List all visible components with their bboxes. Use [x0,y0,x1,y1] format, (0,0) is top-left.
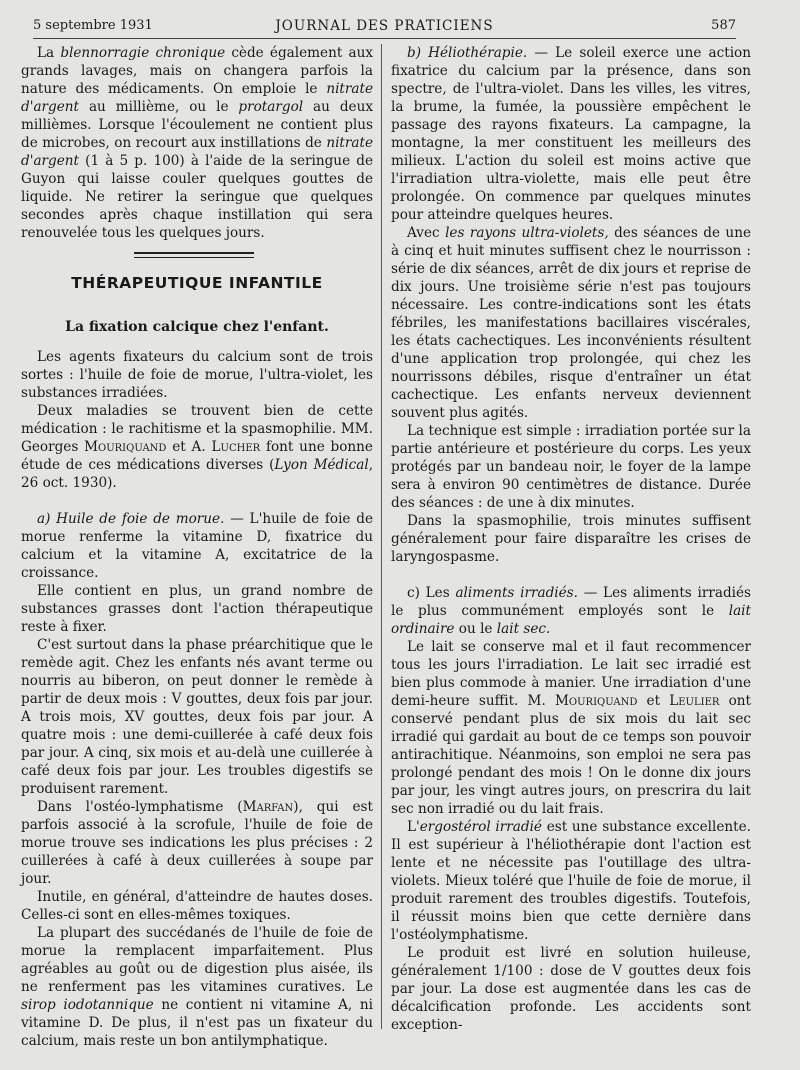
text-run: Dans la spasmophilie, trois minutes suffisent généralement pour faire disparaître les crises de laryngospasme. [391,513,751,565]
italic-text: aliments irradiés. [455,585,578,601]
paragraph-gap [391,566,751,584]
italic-text: protargol [238,99,304,115]
paragraph [391,44,751,224]
separator-rule-thin [134,257,254,258]
text-run: cède également aux grands lavages, mais on changera parfois la nature des médicaments. On emploie le [21,45,373,97]
text-run: ont conservé pendant plus de six mois du lait sec irradié qui gardait au bout de ce temps son pouvoir antirachitique. Néanmoins, son emploi ne sera pas prolongé pendant des mois ! On le donne dix jours par jour, les vingt autres jours, on prescrira du lait sec non irradié ou du lait frais. [391,693,751,817]
section-separator [21,252,373,258]
italic-text: lait ordinaire [391,603,751,637]
right-column [391,44,751,1034]
italic-text: les rayons ultra-violets, [445,225,609,241]
text-run: C'est surtout dans la phase préarchitique que le remède agit. Chez les enfants nés avant terme ou nourris au biberon, on peut donner le remède à partir de deux mois : V gouttes, deux fois par jour. A trois mois, XV gouttes, deux fois par jour. A quatre mois : une demi-cuillerée à café deux fois par jour. A cinq, six mois et au-delà une cuillerée à café deux fois par jour. Les troubles digestifs se produisent rarement. [21,637,373,797]
text-run: au deux millièmes. Lorsque l'écoulement ne contient plus de microbes, on recourt aux instillations de [21,99,373,151]
text-run: ne contient ni vitamine A, ni vitamine D. De plus, il n'est pas un fixateur du calcium, mais reste un bon antilymphatique. [21,997,373,1049]
italic-text: a) Huile de foie de morue. [37,511,225,527]
running-header [33,14,736,39]
paragraph-gap [21,492,373,510]
paragraph [391,584,751,638]
text-run: (1 à 5 p. 100) à l'aide de la seringue de Guyon qui laisse couler quelques gouttes de liquide. Ne retirer la seringue que quelques secondes après chaque instillation qui sera renouvelée tous les quelques jours. [21,153,373,241]
paragraph [391,512,751,566]
italic-text: sirop iodotannique [21,997,154,1013]
text-run: Elle contient en plus, un grand nombre de substances grasses dont l'action thérapeutique reste à fixer. [21,583,373,635]
paragraph [391,422,751,512]
author-name: Marfan [242,799,294,815]
italic-text: Lyon Médical [274,457,369,473]
author-name: Leulier [669,693,720,709]
text-run: L' [407,819,420,835]
text-run: des séances de une à cinq et huit minutes suffisent chez le nourrisson : série de dix séances, arrêt de dix jours et reprise de dix jours. Une troisième série n'est pas toujours nécessaire. Les contre-indications sont les états fébriles, les manifestations bacillaires viscérales, les états cachectiques. Les inconvénients résultent d'une application trop prolongée, qui chez les nourrissons débiles, risque d'entraîner un état cachectique. Les enfants nerveux deviennent souvent plus agités. [391,225,751,421]
paragraph [391,638,751,818]
paragraph [21,44,373,242]
column-divider [381,44,382,1029]
text-run: Avec [407,225,446,241]
page-number: 587 [711,18,736,33]
paragraph [391,944,751,1034]
text-run: Inutile, en général, d'atteindre de hautes doses. Celles-ci sont en elles-mêmes toxiques. [21,889,373,923]
author-name: Lucher [211,439,261,455]
paragraph [21,348,373,402]
text-run: et A. [166,439,212,455]
paragraph [21,582,373,636]
paragraph [21,798,373,888]
author-name: Mouriquand [84,439,167,455]
text-run: Le produit est livré en solution huileuse, généralement 1/100 : dose de V gouttes deux fois par jour. La dose est augmentée dans les cas de décalcification profonde. Les accidents sont exception- [391,945,751,1033]
left-column [21,44,373,1050]
italic-text: blennorragie chronique [60,45,226,61]
text-run: La plupart des succédanés de l'huile de foie de morue la remplacent imparfaitement. Plus agréables au goût ou de digestion plus aisée, ils ne renferment pas les vitamines curatives. Le [21,925,373,995]
text-run: est une substance excellente. Il est supérieur à l'héliothérapie dont l'action est lente et ne nécessite pas l'outillage des ultra-violets. Mieux toléré que l'huile de foie de morue, il produit rarement des troubles digestifs. Toutefois, il réussit moins bien que cette dernière dans l'ostéolymphatisme. [391,819,752,943]
paragraph [21,510,373,582]
text-run: et [637,693,670,709]
text-run: c) Les [407,585,456,601]
text-run: ou le [454,621,497,637]
italic-text: ergostérol irradié [419,819,542,835]
journal-title: JOURNAL DES PRATICIENS [275,18,494,34]
text-run: Deux maladies se trouvent bien de cette médication : le rachitisme et la spasmophilie. MM. Georges [21,403,373,455]
paragraph [21,924,373,1050]
italic-text: lait sec. [496,621,551,637]
text-run: , 26 oct. 1930). [21,457,374,491]
text-run: ), qui est parfois associé à la scrofule, l'huile de foie de morue trouve ses indications les plus précises : 2 cuillerées à café à deux cuillerées à soupe par jour. [21,799,373,887]
paragraph [21,888,373,924]
separator-rule-thick [134,252,254,254]
paragraph [21,402,373,492]
text-run: font une bonne étude de ces médications diverses ( [21,439,373,473]
text-run: Dans l'ostéo-lymphatisme ( [37,799,243,815]
italic-text: nitrate d'argent [21,135,373,169]
text-run: — L'huile de foie de morue renferme la vitamine D, fixatrice du calcium et la vitamine A, excitatrice de la croissance. [21,511,373,581]
text-run: Le lait se conserve mal et il faut recommencer tous les jours l'irradiation. Le lait sec irradié est bien plus commode à manier. Une irradiation d'une demi-heure suffit. M. [391,639,751,709]
text-run: — Le soleil exerce une action fixatrice du calcium par la présence, dans son spectre, de l'ultra-violet. Dans les villes, les vitres, la brume, la fumée, la poussière empêchent le passage des rayons fixateurs. La campagne, la montagne, la mer constituent les meilleurs des milieux. L'action du soleil est moins active que l'irradiation ultra-violette, mais elle peut être prolongée. On commence par quelques minutes pour atteindre quelques heures. [391,45,751,223]
section-title: THÉRAPEUTIQUE INFANTILE [71,274,323,292]
header-date: 5 septembre 1931 [33,18,153,33]
paragraph [21,636,373,798]
paragraph [391,224,751,422]
text-run: La technique est simple : irradiation portée sur la partie antérieure et postérieure du corps. Les yeux protégés par un bandeau noir, le foyer de la lampe sera à environ 90 centimètres de distance. Durée des séances : de une à dix minutes. [391,423,751,511]
text-run: La [37,45,61,61]
text-run: — Les aliments irradiés le plus communément employés sont le [391,585,752,619]
italic-text: b) Héliothérapie. [407,45,528,61]
italic-text: nitrate d'argent [21,81,373,115]
text-run: Les agents fixateurs du calcium sont de trois sortes : l'huile de foie de morue, l'ultra-violet, les substances irradiées. [21,349,373,401]
paragraph [391,818,751,944]
text-run: au millième, ou le [79,99,239,115]
article-title: La fixation calcique chez l'enfant. [65,319,329,335]
author-name: Mouriquand [555,693,638,709]
